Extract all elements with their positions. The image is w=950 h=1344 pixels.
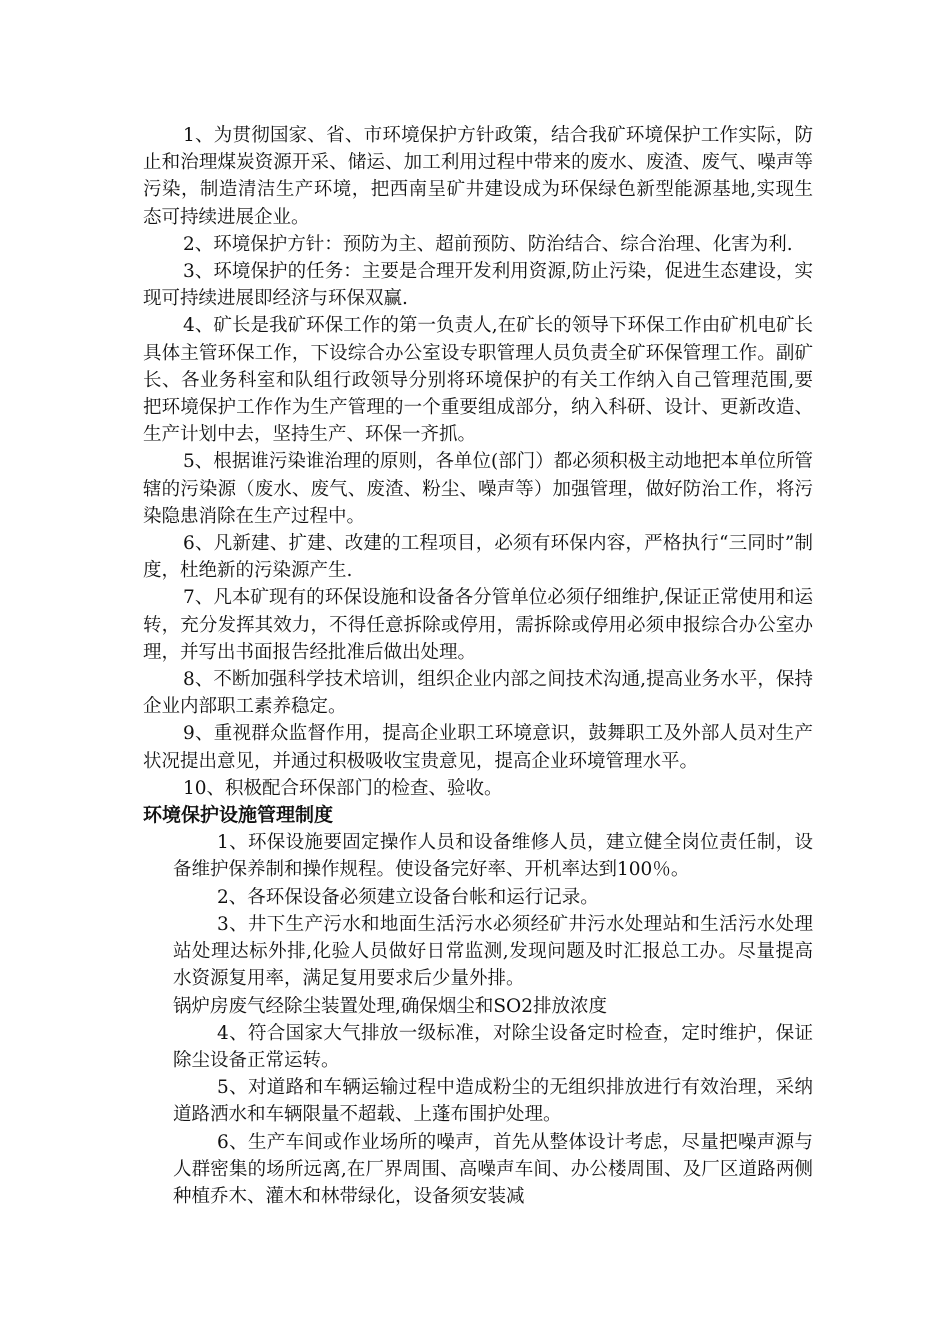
paragraph-5: 5、根据谁污染谁治理的原则，各单位(部门）都必须积极主动地把本单位所管辖的污染源（废水、废气、废渣、粉尘、噪声等）加强管理，做好防治工作，将污染隐患消除在生产过程中。 — [143, 451, 813, 527]
paragraph-1: 1、为贯彻国家、省、市环境保护方针政策，结合我矿环境保护工作实际，防止和治理煤炭资源开采、储运、加工利用过程中带来的废水、废渣、废气、噪声等污染，制造清洁生产环境，把西南呈矿井建设成为环保绿色新型能源基地,实现生态可持续进展企业。 — [143, 125, 813, 228]
section-paragraph-2: 2、各环保设备必须建立设备台帐和运行记录。 — [217, 886, 599, 908]
section-paragraph-5: 5、对道路和车辆运输过程中造成粉尘的无组织排放进行有效治理，采纳道路洒水和车辆限量不超载、上蓬布围护处理。 — [173, 1077, 813, 1126]
paragraph-9: 9、重视群众监督作用，提高企业职工环境意识，鼓舞职工及外部人员对生产状况提出意见，并通过积极吸收宝贵意见，提高企业环境管理水平。 — [143, 723, 813, 772]
section-heading: 环境保护设施管理制度 — [143, 804, 334, 827]
paragraph-2: 2、环境保护方针：预防为主、超前预防、防治结合、综合治理、化害为利. — [183, 233, 793, 255]
section-paragraph-6: 6、生产车间或作业场所的噪声，首先从整体设计考虑，尽量把噪声源与人群密集的场所远离,在厂界周围、高噪声车间、办公楼周围、及厂区道路两侧种植乔木、灌木和林带绿化，设备须安装减 — [173, 1131, 813, 1207]
paragraph-6: 6、凡新建、扩建、改建的工程项目，必须有环保内容，严格执行“三同时”制度，杜绝新的污染源产生. — [143, 533, 813, 582]
paragraph-3: 3、环境保护的任务：主要是合理开发利用资源,防止污染，促进生态建设，实现可持续进展即经济与环保双赢. — [143, 261, 813, 310]
section-paragraph-3: 3、井下生产污水和地面生活污水必须经矿井污水处理站和生活污水处理站处理达标外排,化验人员做好日常监测,发现问题及时汇报总工办。尽量提高水资源复用率，满足复用要求后少量外排。 — [173, 913, 813, 990]
paragraph-10: 10、积极配合环保部门的检查、验收。 — [183, 777, 503, 799]
section-paragraph-1: 1、环保设施要固定操作人员和设备维修人员，建立健全岗位责任制，设备维护保养制和操作规程。使设备完好率、开机率达到100％。 — [173, 832, 813, 881]
section-paragraph-3-continuation: 锅炉房废气经除尘装置处理,确保烟尘和SO2排放浓度 — [173, 995, 607, 1017]
section-body — [143, 829, 813, 1210]
paragraph-4: 4、矿长是我矿环保工作的第一负责人,在矿长的领导下环保工作由矿机电矿长具体主管环保工作，下设综合办公室设专职管理人员负责全矿环保管理工作。副矿长、各业务科室和队组行政领导分别将环境保护的有关工作纳入自己管理范围,要把环境保护工作作为生产管理的一个重要组成部分，纳入科研、设计、更新改造、生产计划中去，坚持生产、环保一齐抓。 — [143, 315, 813, 446]
paragraph-7: 7、凡本矿现有的环保设施和设备各分管单位必须仔细维护,保证正常使用和运转，充分发挥其效力，不得任意拆除或停用，需拆除或停用必须申报综合办公室办理，并写出书面报告经批准后做出处理。 — [143, 587, 813, 663]
document-body — [143, 122, 813, 1210]
section-paragraph-4: 4、符合国家大气排放一级标准，对除尘设备定时检查，定时维护，保证除尘设备正常运转。 — [173, 1022, 813, 1071]
paragraph-8: 8、不断加强科学技术培训，组织企业内部之间技术沟通,提高业务水平，保持企业内部职工素养稳定。 — [143, 669, 813, 718]
